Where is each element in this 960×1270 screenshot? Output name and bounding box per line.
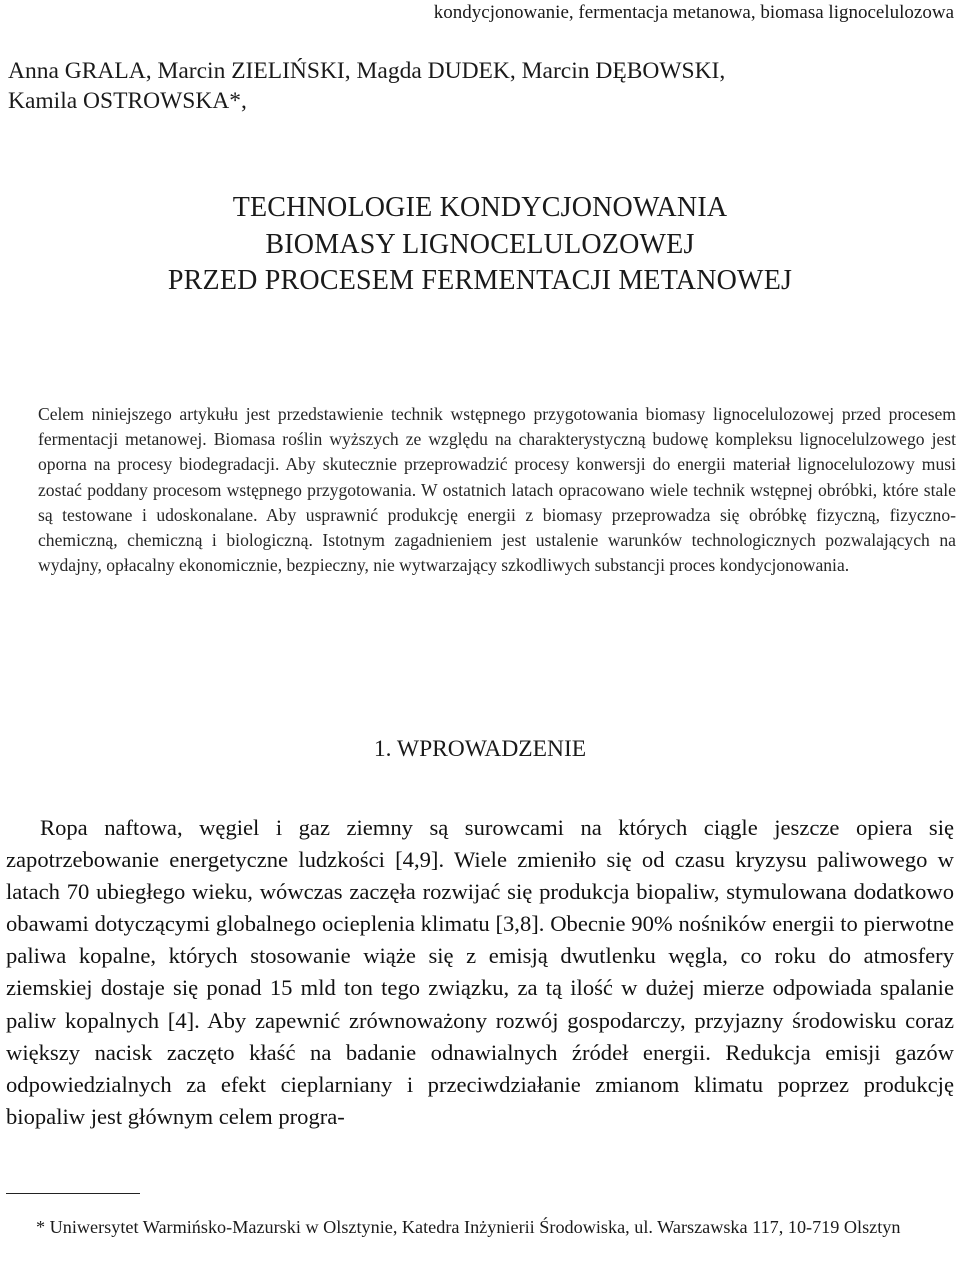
author-list (8, 56, 948, 116)
affiliation-footnote: * Uniwersytet Warmińsko-Mazurski w Olsztynie, Katedra Inżynierii Środowiska, ul. Warszawska 117, 10-719 Olsztyn (36, 1217, 901, 1237)
title-line-3: PRZED PROCESEM FERMENTACJI METANOWEJ (167, 265, 793, 296)
title-line-2: BIOMASY LIGNOCELULOZOWEJ (265, 228, 695, 260)
author-line-2: Kamila OSTROWSKA*, (8, 88, 247, 114)
paper-title (0, 190, 960, 300)
keywords-header: kondycjonowanie, fermentacja metanowa, biomasa lignocelulozowa (433, 2, 954, 23)
section-heading: 1. WPROWADZENIE (373, 736, 587, 762)
author-line-1: Anna GRALA, Marcin ZIELIŃSKI, Magda DUDEK, Marcin DĘBOWSKI, (8, 58, 726, 84)
abstract-paragraph: Celem niniejszego artykułu jest przedstawienie technik wstępnego przygotowania biomasy lignocelulozowej przed procesem fermentacji metanowej. Biomasa roślin wyższych ze względu na charakterystyczną budowę kompleksu lignocelulzowego jest oporna na procesy biodegradacji. Aby skutecznie przeprowadzić procesy konwersji do energii materiał lignocelulozowy musi zostać poddany procesom wstępnego przygotowania. W ostatnich latach opracowano wiele technik wstępnej obróbki, które stale są testowane i udoskonalane. Aby usprawnić produkcję energii z biomasy przeprowadza się obróbkę fizyczną, fizyczno-chemiczną, chemiczną i biologiczną. Istotnym zagadnieniem jest ustalenie warunków technologicznych pozwalających na wydajny, opłacalny ekonomicznie, bezpieczny, nie wytwarzający szkodliwych substancji proces kondycjonowania. (38, 404, 956, 576)
intro-paragraph: Ropa naftowa, węgiel i gaz ziemny są surowcami na których ciągle jeszcze opiera się zapotrzebowanie energetyczne ludzkości [4,9]. Wiele zmieniło się od czasu kryzysu paliwowego w latach 70 ubiegłego wieku, wówczas zaczęła rozwijać się produkcja biopaliw, stymulowana dodatkowo obawami dotyczącymi globalnego ocieplenia klimatu [3,8]. Obecnie 90% nośników energii to pierwotne paliwa kopalne, których stosowanie wiąże się z emisją dwutlenku węgla, co roku do atmosfery ziemskiej dostaje się ponad 15 mld ton tego związku, za tą ilość w dużej mierze odpowiada spalanie paliw kopalnych [4]. Aby zapewnić zrównoważony rozwój gospodarczy, przyjazny środowisku coraz większy nacisk zaczęto kłaść na badanie odnawialnych źródeł energii. Redukcja emisji gazów odpowiedzialnych za efekt cieplarniany i przeciwdziałanie zmianom klimatu poprzez produkcję biopaliw jest głównym celem progra- (6, 815, 954, 1129)
footnote-divider (6, 1193, 140, 1194)
title-line-1: TECHNOLOGIE KONDYCJONOWANIA (232, 192, 728, 223)
